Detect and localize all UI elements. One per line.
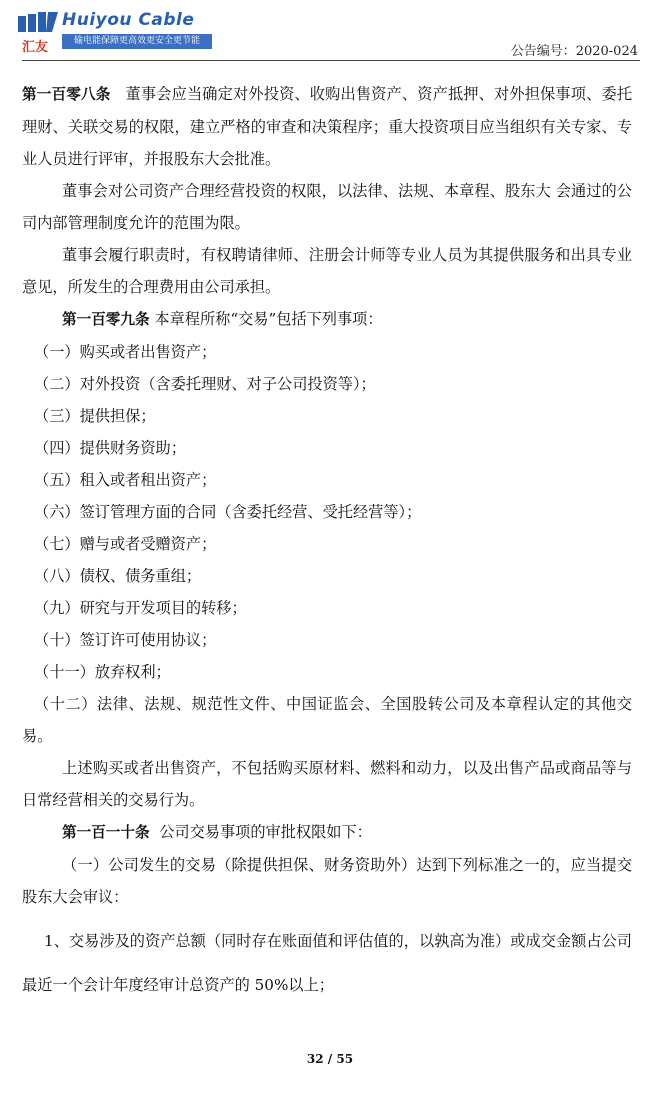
article-108-paragraph-2: 董事会对公司资产合理经营投资的权限，以法律、法规、本章程、股东大 会通过的公司内部管理制度允许的范围为限。: [22, 182, 632, 232]
article-110-title: 第一百一十条: [62, 824, 150, 841]
article-109-item: （八）债权、债务重组；: [34, 567, 202, 585]
article-109-item: （五）租入或者租出资产；: [34, 471, 217, 489]
article-109-item: （二）对外投资（含委托理财、对子公司投资等）；: [34, 375, 376, 393]
article-109-item: （一）购买或者出售资产；: [34, 343, 217, 361]
logo-mark-icon: [18, 12, 58, 34]
article-109-item: （十二）法律、法规、规范性文件、中国证监会、全国股转公司及本章程认定的其他交易。: [22, 695, 632, 745]
logo-brand-text: Huiyou Cable: [62, 10, 195, 30]
article-109-item: （六）签订管理方面的合同（含委托经营、受托经营等）；: [34, 503, 422, 521]
article-108-text: 董事会应当确定对外投资、收购出售资产、资产抵押、对外担保事项、委托理财、关联交易的权限，建立严格的审查和决策程序；重大投资项目应当组织有关专家、专业人员进行评审，并报股东大会批准。: [22, 85, 633, 168]
logo-chinese-text: 汇友: [22, 40, 49, 55]
article-109-item: （四）提供财务资助；: [34, 439, 186, 457]
article-110-intro: 公司交易事项的审批权限如下：: [159, 823, 372, 841]
company-logo: [14, 10, 214, 56]
article-109-intro: 本章程所称“交易”包括下列事项：: [154, 310, 383, 328]
article-110-subsection-1: （一）公司发生的交易（除提供担保、财务资助外）达到下列标准之一的，应当提交股东大会审议：: [22, 856, 632, 906]
notice-number: 公告编号：2020-024: [510, 44, 638, 59]
page-footer: [0, 1052, 660, 1066]
page-number: 32 / 55: [306, 1052, 354, 1066]
article-108-paragraph-1: [22, 78, 632, 175]
header-divider: [22, 60, 640, 61]
logo-slogan: 输电能保障更高效更安全更节能: [62, 34, 212, 49]
article-109-item-list: [22, 336, 632, 752]
article-110-point-1: 1、交易涉及的资产总额（同时存在账面值和评估值的，以孰高为准）或成交金额占公司最近一个会计年度经审计总资产的 50%以上；: [22, 932, 632, 994]
article-109-heading: [62, 303, 632, 336]
article-109-title: 第一百零九条: [62, 311, 150, 328]
article-109-note: 上述购买或者出售资产，不包括购买原材料、燃料和动力，以及出售产品或商品等与日常经营相关的交易行为。: [22, 759, 632, 809]
article-109-item: （九）研究与开发项目的转移；: [34, 599, 247, 617]
page-header: [0, 0, 660, 62]
article-109-item: （三）提供担保；: [34, 407, 156, 425]
article-109-item: （十）签订许可使用协议；: [34, 631, 217, 649]
article-109-item: （十一）放弃权利；: [34, 663, 171, 681]
article-110-heading: [62, 816, 632, 849]
document-body: [22, 78, 633, 1007]
article-108-paragraph-3: 董事会履行职责时，有权聘请律师、注册会计师等专业人员为其提供服务和出具专业意见，所发生的合理费用由公司承担。: [22, 246, 632, 296]
article-108-title: 第一百零八条: [22, 86, 111, 103]
article-109-item: （七）赠与或者受赠资产；: [34, 535, 217, 553]
